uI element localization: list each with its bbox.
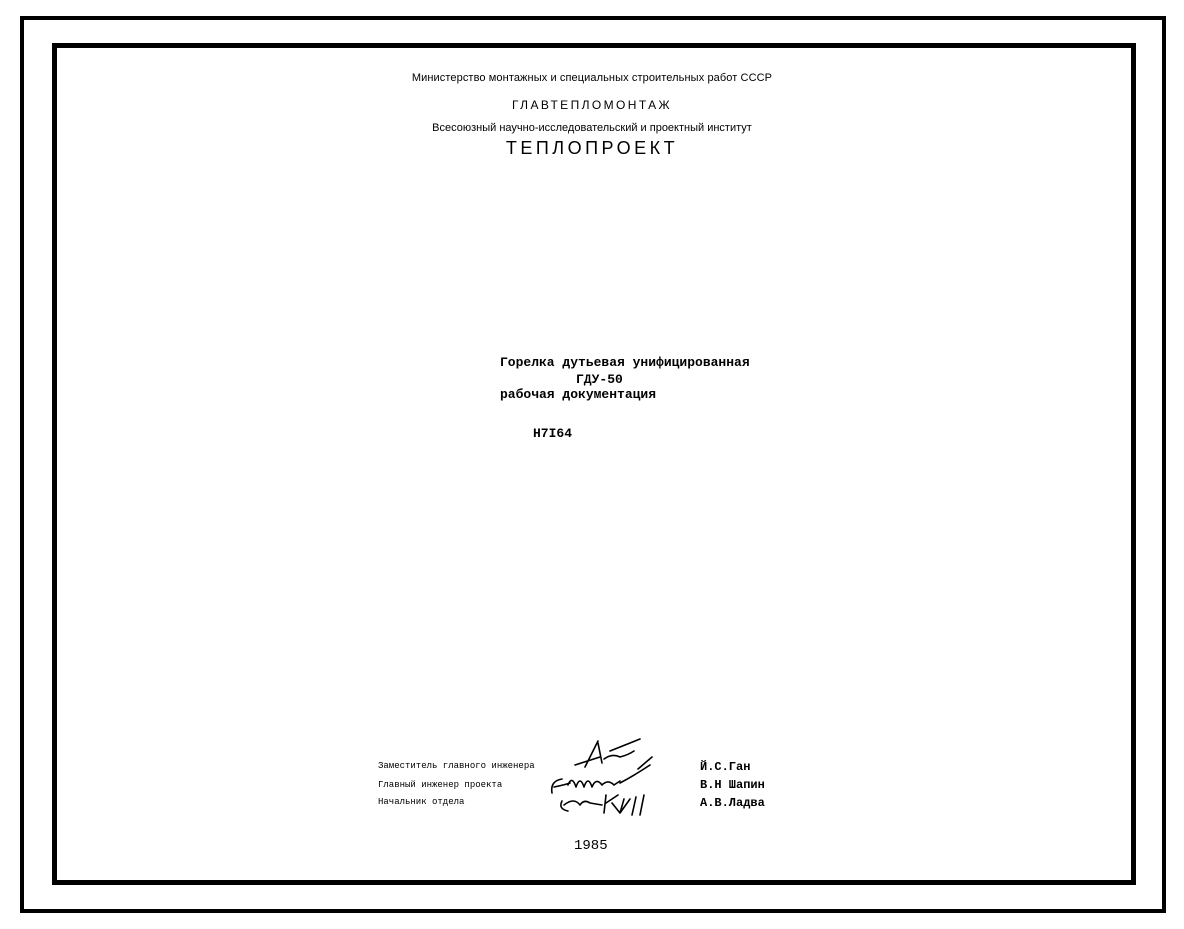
signatory-role-1: Заместитель главного инженера [378,761,535,771]
institute-line: Всесоюзный научно-исследовательский и проектный институт [432,122,752,134]
institute-name: ТЕПЛОПРОЕКТ [505,138,679,158]
document-type: рабочая документация [500,387,657,402]
signatory-name-1: Й.С.Ган [700,760,751,774]
product-model: ГДУ-50 [576,372,623,387]
document-year: 1985 [574,838,608,854]
handwritten-signatures [540,735,690,820]
document-title: Горелка дутьевая унифицированная [500,355,750,370]
glavk-line: ГЛАВТЕПЛОМОНТАЖ [511,98,673,112]
signatory-name-3: А.В.Ладва [700,796,765,810]
signatory-role-2: Главный инженер проекта [378,780,503,790]
ministry-line: Министерство монтажных и специальных строительных работ СССР [411,72,773,84]
document-code: Н7I64 [533,426,573,441]
signatory-role-3: Начальник отдела [378,797,465,807]
signatory-name-2: В.Н Шапин [700,778,765,792]
